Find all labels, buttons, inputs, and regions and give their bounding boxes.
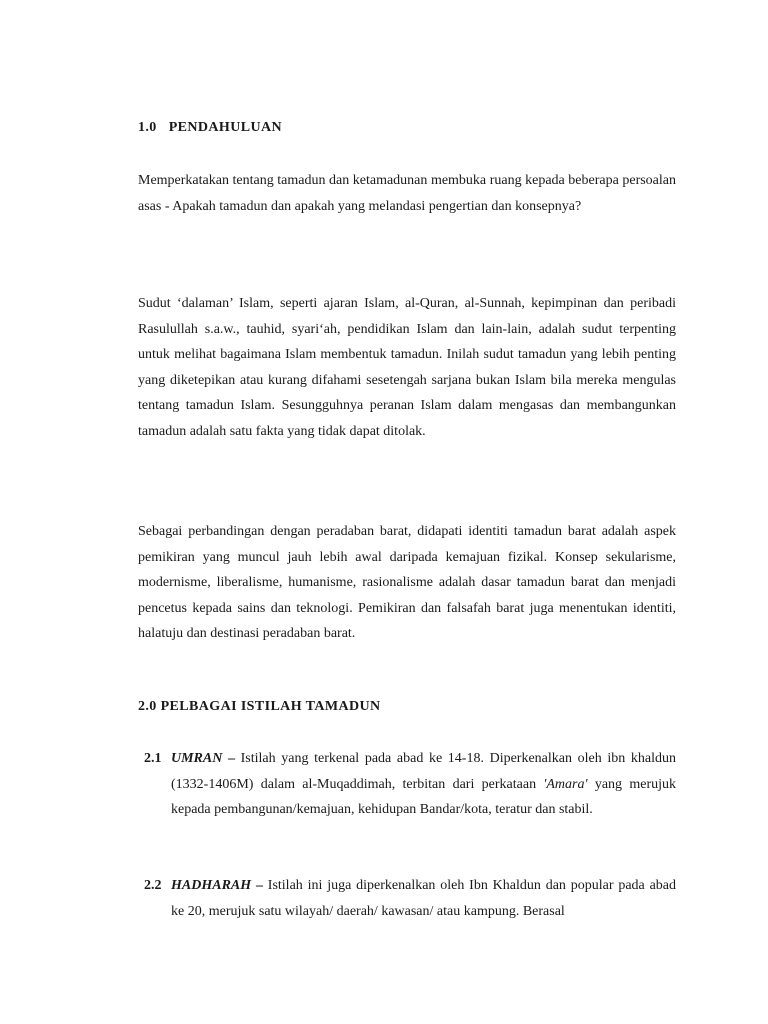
item-italic-term: 'Amara': [543, 776, 588, 792]
section-2-heading: 2.0 PELBAGAI ISTILAH TAMADUN: [138, 699, 381, 714]
intro-paragraph-1: Memperkatakan tentang tamadun dan ketamadunan membuka ruang kepada beberapa persoalan asas - Apakah tamadun dan apakah yang melandasi pengertian dan konsepnya?: [138, 173, 676, 214]
section-1-heading: [138, 120, 282, 136]
item-term: HADHARAH: [171, 878, 252, 893]
item-text-before: Istilah ini juga diperkenalkan oleh Ibn Khaldun dan popular pada abad ke 20, merujuk satu wilayah/ daerah/ kawasan/ atau kampung. Berasal: [171, 878, 676, 919]
item-term: UMRAN: [171, 751, 223, 766]
intro-paragraph-2: Sudut ‘dalaman’ Islam, seperti ajaran Islam, al-Quran, al-Sunnah, kepimpinan dan peribadi Rasulullah s.a.w., tauhid, syari‘ah, pendidikan Islam dan lain-lain, adalah sudut terpenting untuk melihat bagaimana Islam membentuk tamadun. Inilah sudut tamadun yang lebih penting yang diketepikan atau kurang difahami sesetengah sarjana bukan Islam bila mereka mengulas tentang tamadun Islam. Sesungguhnya peranan Islam dalam mengasas dan membangunkan tamadun adalah satu fakta yang tidak dapat ditolak.: [138, 296, 676, 439]
section-1-title: PENDAHULUAN: [168, 120, 282, 135]
item-dash: –: [255, 878, 263, 893]
list-item-hadharah: [144, 873, 676, 924]
item-text: [171, 873, 676, 924]
item-text-before: Istilah yang terkenal pada abad ke 14-18. Diperkenalkan oleh ibn khaldun (1332-1406M) dalam al-Muqaddimah, terbitan dari perkataan: [171, 751, 677, 792]
item-number: 2.1: [144, 751, 162, 766]
list-item-umran: [144, 746, 676, 823]
item-text-after: yang merujuk kepada pembangunan/kemajuan, kehidupan Bandar/kota, teratur dan stabil.: [171, 776, 676, 817]
item-number: 2.2: [144, 878, 162, 893]
section-1-number: 1.0: [138, 120, 157, 135]
item-text: [171, 746, 676, 823]
item-dash: –: [228, 751, 235, 766]
intro-paragraph-3: Sebagai perbandingan dengan peradaban barat, didapati identiti tamadun barat adalah aspek pemikiran yang muncul jauh lebih awal daripada kemajuan fizikal. Konsep sekularisme, modernisme, liberalisme, humanisme, rasionalisme adalah dasar tamadun barat dan menjadi pencetus kepada sains dan teknologi. Pemikiran dan falsafah barat juga menentukan identiti, halatuju dan destinasi peradaban barat.: [138, 524, 676, 641]
